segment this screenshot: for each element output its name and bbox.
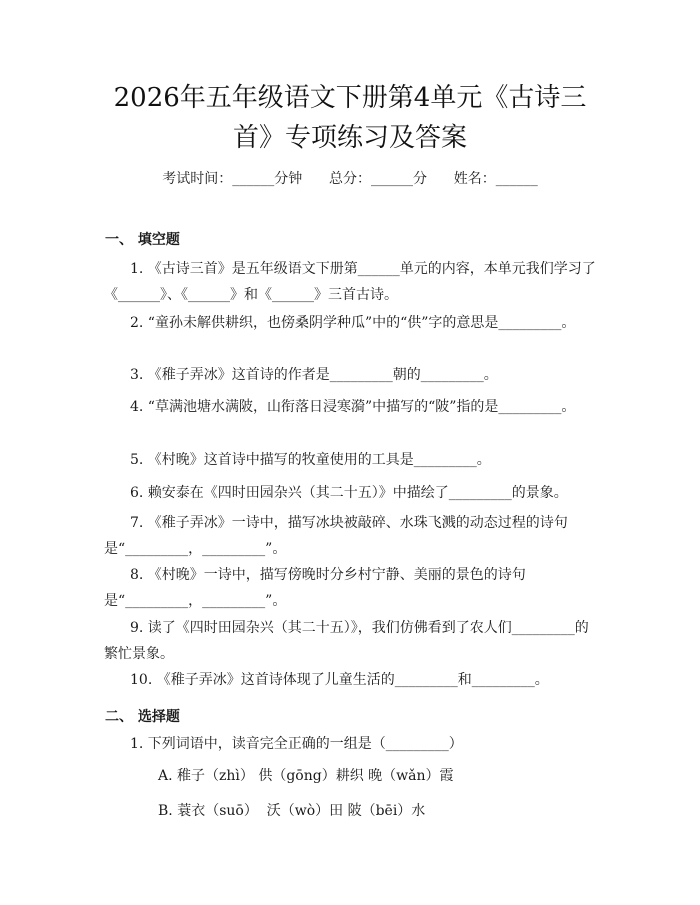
question-3: 3. 《稚子弄冰》这首诗的作者是_________朝的_________。 — [130, 367, 498, 383]
question-1: 1. 《古诗三首》是五年级语文下册第______单元的内容，本单元我们学习了《______》、《______》和《______》三首古诗。 — [104, 261, 596, 303]
option-a: A. 稚子（zhì） 供（gōng）耕织 晚（wǎn）霞 — [158, 768, 454, 784]
option-b: B. 蓑衣（suō） 沃（wò）田 陂（bēi）水 — [158, 803, 426, 819]
question-5: 5. 《村晚》这首诗中描写的牧童使用的工具是_________。 — [130, 452, 491, 468]
question-4: 4. “草满池塘水满陂，山衔落日浸寒漪”中描写的“陂”指的是_________。 — [130, 399, 576, 415]
page-title: 2026年五年级语文下册第4单元《古诗三首》专项练习及答案 — [113, 83, 587, 153]
exam-meta-line: 考试时间：______分钟 总分：______分 姓名：______ — [162, 171, 538, 187]
question-8: 8. 《村晚》一诗中，描写傍晚时分乡村宁静、美丽的景色的诗句是“_________，_________”。 — [104, 567, 526, 609]
question-10: 10. 《稚子弄冰》这首诗体现了儿童生活的_________和_________。 — [130, 672, 549, 688]
question-6: 6. 赖安泰在《四时田园杂兴（其二十五）》中描绘了_________的景象。 — [130, 485, 568, 501]
question-2: 2. “童孙未解供耕织，也傍桑阴学种瓜”中的“供”字的意思是_________。 — [130, 315, 576, 331]
choice-question-1: 1. 下列词语中，读音完全正确的一组是（_________） — [130, 736, 463, 752]
question-9: 9. 读了《四时田园杂兴（其二十五）》，我们仿佛看到了农人们_________的繁忙景象。 — [104, 620, 589, 662]
section-heading-fill: 一、 填空题 — [105, 232, 180, 248]
question-7: 7. 《稚子弄冰》一诗中，描写冰块被敲碎、水珠飞溅的动态过程的诗句是“_________，_________”。 — [104, 515, 568, 557]
section-heading-choice: 二、 选择题 — [105, 709, 180, 725]
